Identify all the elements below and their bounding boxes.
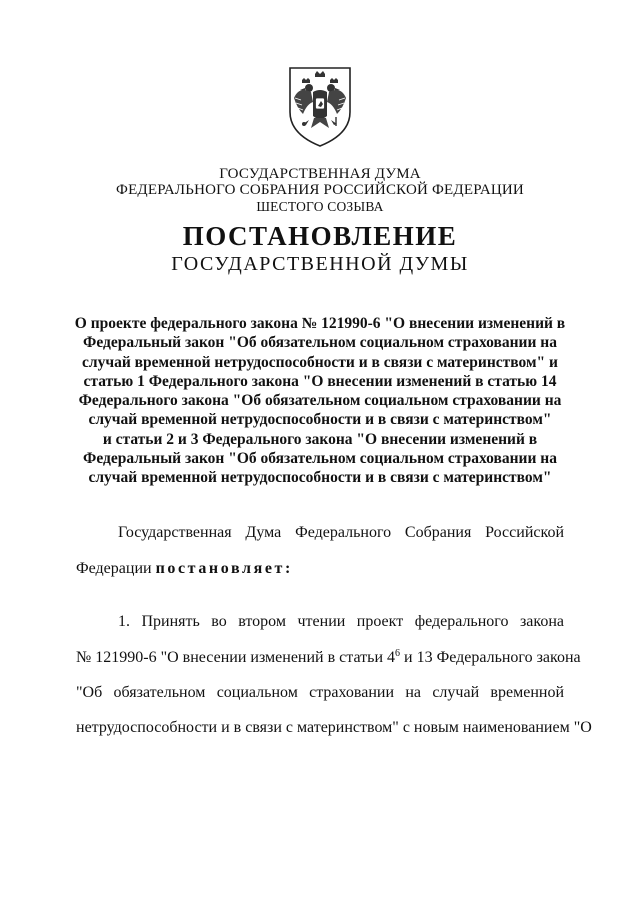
document-subject	[70, 314, 570, 488]
org-name-line-1: ГОСУДАРСТВЕННАЯ ДУМА	[219, 166, 421, 182]
subject-line: О проекте федерального закона № 121990-6 "О внесении изменений в	[74, 315, 566, 332]
subject-line: случай временной нетрудоспособности и в связи с материнством"	[88, 411, 552, 429]
subject-line: Федерального закона "Об обязательном социальном страховании на	[78, 392, 562, 410]
subject-line: Федеральный закон "Об обязательном социальном страховании на	[83, 334, 557, 352]
article-superscript: 6	[395, 648, 400, 659]
body-text: и 13 Федерального закона	[400, 649, 581, 666]
resolution-keyword: постановляет:	[155, 560, 293, 577]
russian-coat-of-arms-icon	[285, 64, 355, 148]
subject-line: случай временной нетрудоспособности и в связи с материнством" и	[82, 353, 558, 371]
body-paragraph-1-line-1: Государственная Дума Федерального Собрания Российской	[118, 524, 564, 541]
document-title: ПОСТАНОВЛЕНИЕ	[182, 221, 458, 251]
org-name-line-2: ФЕДЕРАЛЬНОГО СОБРАНИЯ РОССИЙСКОЙ ФЕДЕРАЦИИ	[116, 182, 524, 198]
subject-line: Федеральный закон "Об обязательном социальном страховании на	[83, 450, 557, 468]
subject-line: случай временной нетрудоспособности и в связи с материнством"	[88, 469, 552, 487]
document-subtitle: ГОСУДАРСТВЕННОЙ ДУМЫ	[171, 253, 469, 275]
body-text: Федерации	[76, 560, 156, 577]
body-text: № 121990-6 "О внесении изменений в статьи 4	[76, 649, 395, 666]
body-paragraph-2-line-2	[76, 648, 581, 668]
body-paragraph-2-line-1: 1. Принять во втором чтении проект федерального закона	[118, 613, 564, 630]
convocation-line: ШЕСТОГО СОЗЫВА	[256, 199, 384, 214]
subject-line: статью 1 Федерального закона "О внесении изменений в статью 14	[83, 372, 557, 390]
body-paragraph-1-line-2	[76, 559, 564, 579]
body-paragraph-2-line-3: "Об обязательном социальном страховании на случай временной	[76, 684, 564, 701]
body-paragraph-2-line-4: нетрудоспособности и в связи с материнством" с новым наименованием "О	[76, 719, 592, 736]
subject-line: и статьи 2 и 3 Федерального закона "О внесении изменений в	[102, 430, 538, 448]
